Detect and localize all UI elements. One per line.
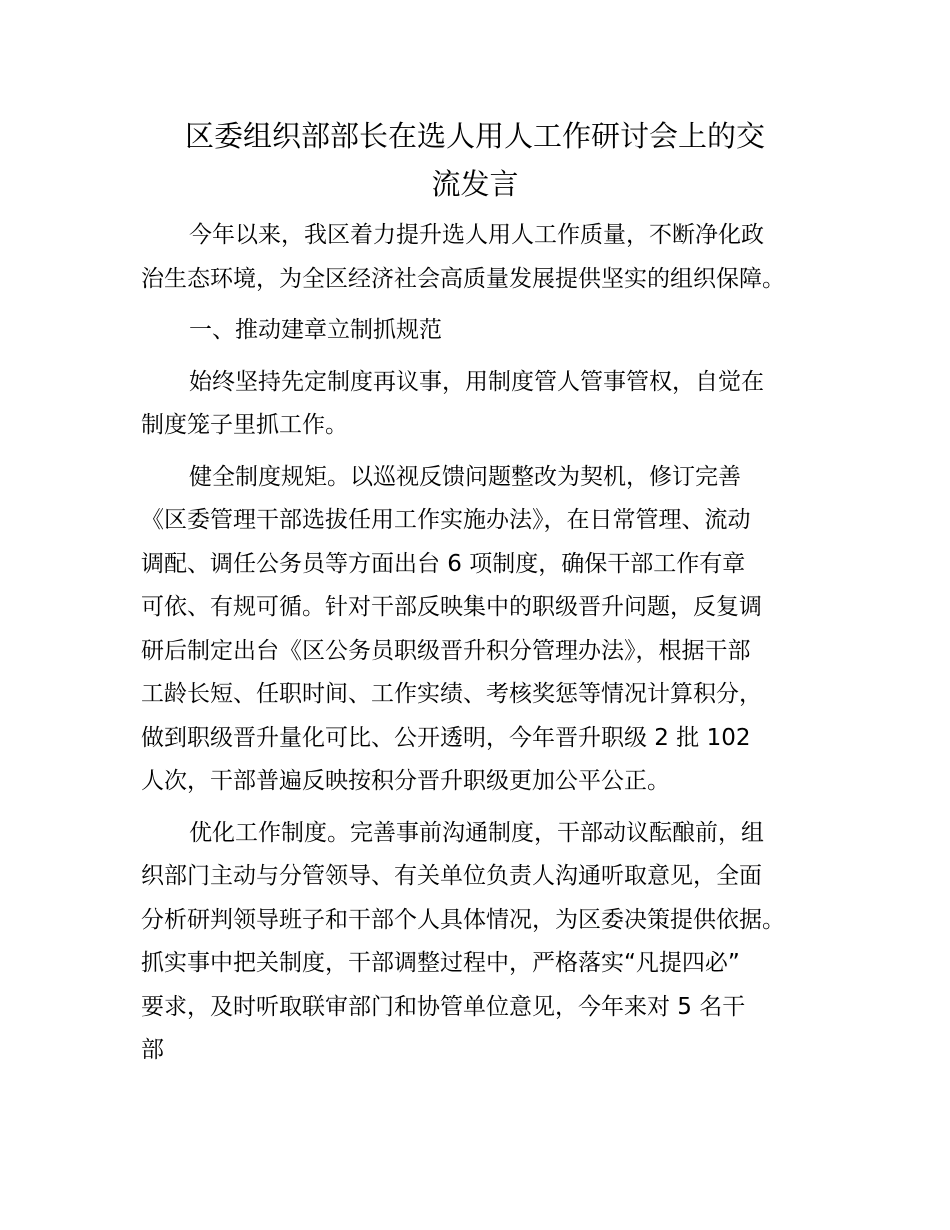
text-line: 分析研判领导班子和干部个人具体情况，为区委决策提供依据。 [141,906,785,933]
text-line: 制度笼子里抓工作。 [141,412,348,438]
heading-line: 一、推动建章立制抓规范 [189,317,442,343]
text-line: 治生态环境，为全区经济社会高质量发展提供坚实的组织保障。 [141,265,785,292]
text-line: 调配、调任公务员等方面出台 6 项制度，确保干部工作有章 [141,550,746,577]
text-line: 抓实事中把关制度，干部调整过程中，严格落实“凡提四必” [141,950,740,976]
paragraph-intro [141,214,831,301]
paragraph-principle [141,361,831,448]
text-line: 健全制度规矩。以巡视反馈问题整改为契机，修订完善 [189,463,741,490]
text-line: 部 [141,1037,164,1063]
section-heading [141,309,831,353]
text-line: 可依、有规可循。针对干部反映集中的职级晋升问题，反复调 [141,594,762,620]
text-line: 优化工作制度。完善事前沟通制度，干部动议酝酿前，组 [189,819,764,846]
document-title [140,112,810,208]
text-line: 织部门主动与分管领导、有关单位负责人沟通听取意见，全面 [141,863,762,889]
text-line: 研后制定出台《区公务员职级晋升积分管理办法》，根据干部 [141,637,751,664]
title-line-1: 区委组织部部长在选人用人工作研讨会上的交 [184,119,765,153]
paragraph-optimize [141,812,831,1073]
text-line: 人次，干部普遍反映按积分晋升职级更加公平公正。 [141,768,670,794]
text-line: 始终坚持先定制度再议事，用制度管人管事管权，自觉在 [189,368,764,395]
paragraph-rules [141,456,831,804]
text-line: 要求，及时听取联审部门和协管单位意见，今年来对 5 名干 [141,993,746,1020]
text-line: 今年以来，我区着力提升选人用人工作质量，不断净化政 [189,222,764,248]
document-body [141,214,831,1073]
title-line-2: 流发言 [431,167,519,201]
text-line: 工龄长短、任职时间、工作实绩、考核奖惩等情况计算积分， [141,681,762,707]
text-line: 《区委管理干部选拔任用工作实施办法》，在日常管理、流动 [141,507,751,533]
text-line: 做到职级晋升量化可比、公开透明，今年晋升职级 2 批 102 [141,724,751,751]
